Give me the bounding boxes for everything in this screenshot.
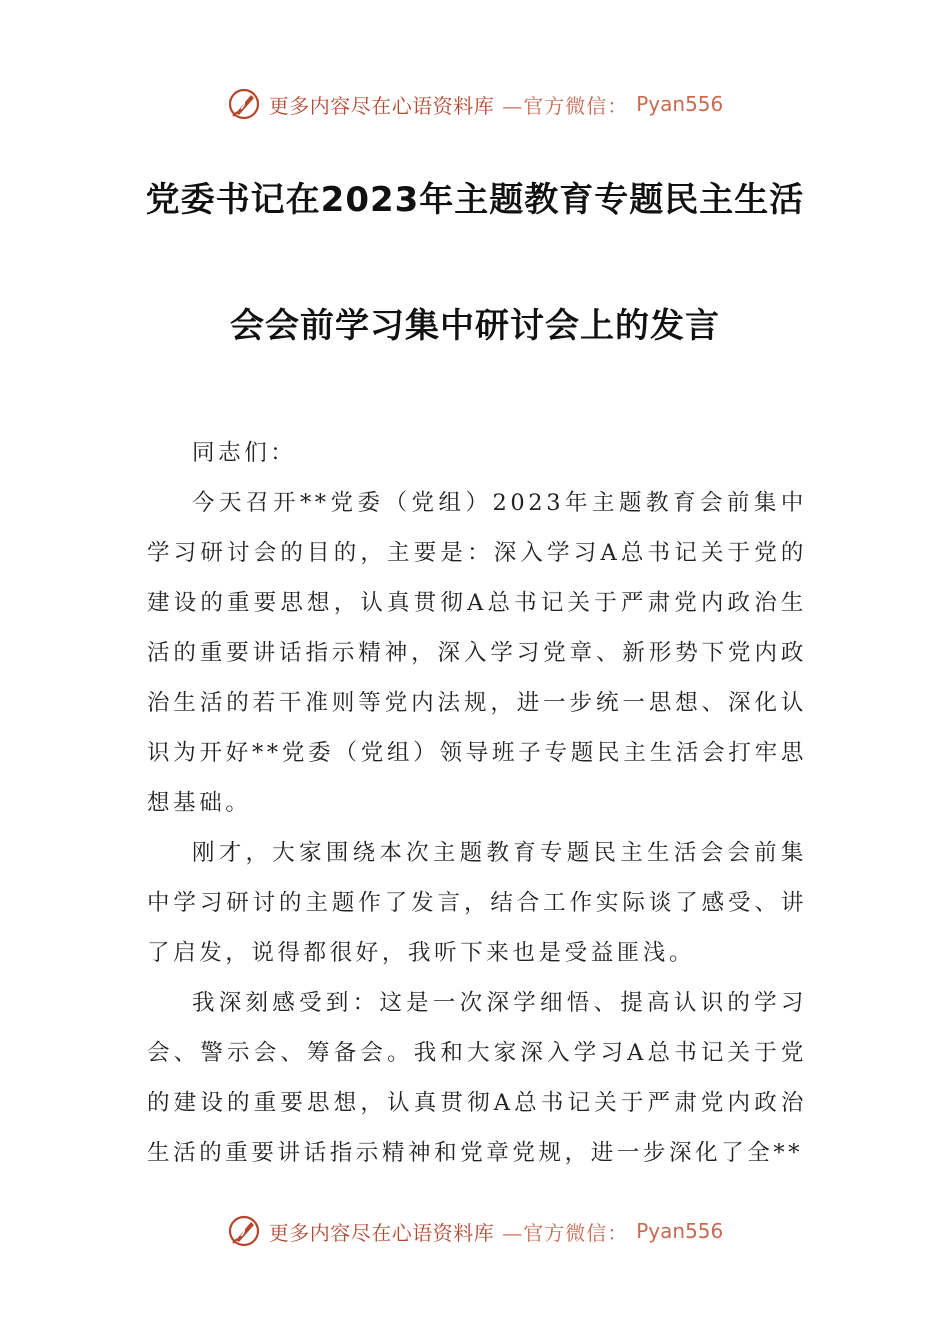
footer-watermark xyxy=(0,1211,950,1251)
watermark-id-text: Pyan556 xyxy=(636,1219,724,1243)
document-body xyxy=(147,428,807,1178)
watermark-sub-text: —官方微信： xyxy=(502,93,629,118)
document-title-line-1: 党委书记在2023年主题教育专题民主生活 xyxy=(145,180,805,220)
document-title-line-2: 会会前学习集中研讨会上的发言 xyxy=(230,306,720,346)
salutation: 同志们： xyxy=(192,440,297,466)
watermark-main-text: 更多内容尽在心语资料库 xyxy=(268,93,495,118)
quill-logo-icon xyxy=(227,87,261,121)
watermark-id-text: Pyan556 xyxy=(636,92,724,116)
watermark-main-text: 更多内容尽在心语资料库 xyxy=(268,1220,495,1245)
body-paragraph-3: 我深刻感受到：这是一次深学细悟、提高认识的学习会、警示会、筹备会。我和大家深入学习A总书记关于党的建设的重要思想，认真贯彻A总书记关于严肃党内政治生活的重要讲话指示精神和党章党规，进一步深化了全** xyxy=(147,990,807,1166)
body-paragraph-2: 刚才，大家围绕本次主题教育专题民主生活会会前集中学习研讨的主题作了发言，结合工作实际谈了感受、讲了启发，说得都很好，我听下来也是受益匪浅。 xyxy=(147,840,807,966)
body-paragraph-1: 今天召开**党委（党组）2023年主题教育会前集中学习研讨会的目的，主要是：深入学习A总书记关于党的建设的重要思想，认真贯彻A总书记关于严肃党内政治生活的重要讲话指示精神，深入学习党章、新形势下党内政治生活的若干准则等党内法规，进一步统一思想、深化认识为开好**党委（党组）领导班子专题民主生活会打牢思想基础。 xyxy=(147,490,807,816)
watermark-sub-text: —官方微信： xyxy=(502,1220,629,1245)
header-watermark xyxy=(0,84,950,124)
quill-logo-icon xyxy=(227,1214,261,1248)
